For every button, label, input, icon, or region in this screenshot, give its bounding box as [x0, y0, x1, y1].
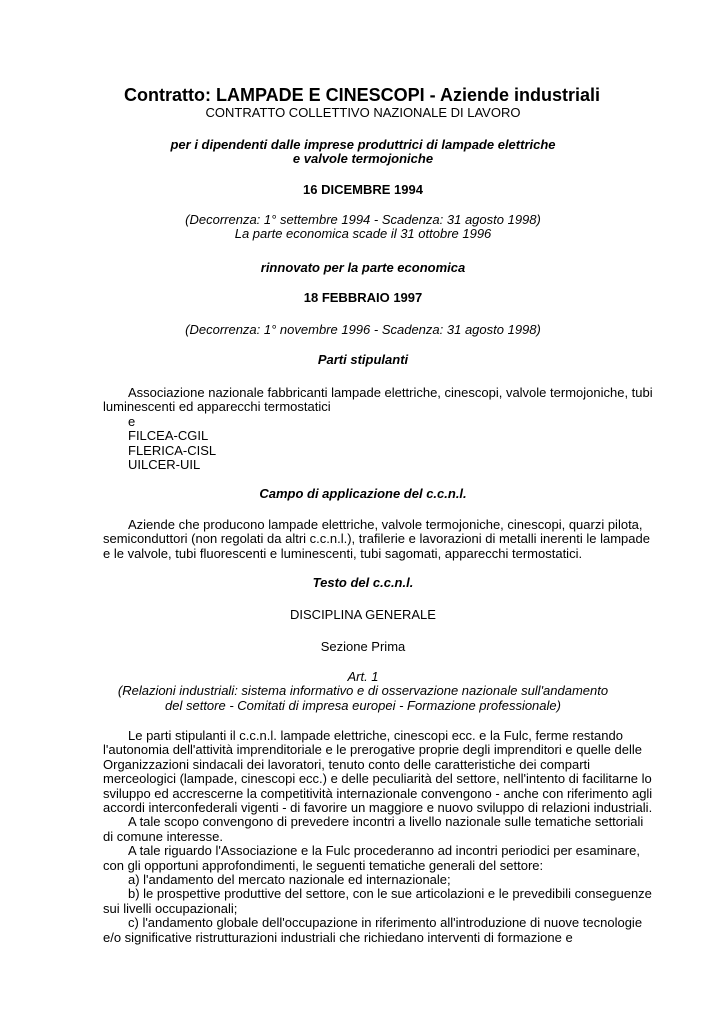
text-line: merceologici (lampade, cinescopi ecc.) e delle peculiarità del settore, nell'intento di facilitarne lo: [103, 771, 652, 787]
text-line: FILCEA-CGIL: [128, 428, 209, 444]
contract-date: 16 DICEMBRE 1994: [303, 182, 423, 197]
text-line: semiconduttori (non regolati da altri c.c.n.l.), trafilerie e lavorazioni di metalli inerenti le lampade: [103, 531, 650, 547]
article-number: Art. 1: [347, 669, 379, 684]
text-line: a) l'andamento del mercato nazionale ed internazionale;: [128, 872, 451, 888]
text-line: (Decorrenza: 1° settembre 1994 - Scadenza: 31 agosto 1998): [185, 212, 541, 227]
text-line: con gli opportuni approfondimenti, le seguenti tematiche generali del settore:: [103, 857, 544, 873]
text-line: di comune interesse.: [103, 828, 223, 844]
renewal-validity: (Decorrenza: 1° novembre 1996 - Scadenza: 31 agosto 1998): [185, 322, 541, 337]
text-line: UILCER-UIL: [128, 457, 201, 473]
text-line: l'autonomia dell'attività imprenditoriale e le prerogative proprie degli imprenditori e quelle delle: [103, 742, 642, 758]
article-title-line: (Relazioni industriali: sistema informativo e di osservazione nazionale sull'andamento: [117, 683, 609, 699]
text-line: sui livelli occupazionali;: [103, 900, 238, 916]
document-title: Contratto: LAMPADE E CINESCOPI - Aziende industriali: [123, 85, 600, 105]
text-line: e valvole termojoniche: [292, 151, 434, 167]
parties-list: [103, 385, 653, 473]
parties-heading: Parti stipulanti: [317, 352, 409, 367]
document-subtitle: CONTRATTO COLLETTIVO NAZIONALE DI LAVORO: [205, 105, 521, 120]
text-line: e le valvole, tubi fluorescenti e luminescenti, tubi sagomati, apparecchi termostatici.: [103, 545, 583, 561]
validity-period: [103, 213, 623, 242]
section-heading: Sezione Prima: [320, 639, 406, 654]
text-line: per i dipendenti dalle imprese produttrici di lampade elettriche: [170, 137, 556, 152]
article-title-line: del settore - Comitati di impresa europei - Formazione professionale): [165, 697, 561, 713]
text-line: e/o significative ristrutturazioni industriali che richiedano interventi di formazione e: [103, 929, 573, 945]
text-line: e: [128, 413, 136, 429]
scope-heading: Campo di applicazione del c.c.n.l.: [259, 486, 467, 501]
renewal-note: rinnovato per la parte economica: [260, 260, 466, 275]
renewal-date: 18 FEBBRAIO 1997: [303, 290, 423, 305]
scope-paragraph: [103, 517, 650, 561]
text-line: luminescenti ed apparecchi termostatici: [103, 399, 331, 415]
text-line: b) le prospettive produttive del settore, con le sue articolazioni e le prevedibili conseguenze: [128, 886, 652, 902]
text-line: sviluppo ed accrescerne la competitività internazionale convengono - anche con riferimento agli: [103, 785, 653, 801]
text-line: Aziende che producono lampade elettriche, valvole termojoniche, cinescopi, quarzi pilota,: [128, 517, 643, 532]
workers-description: [103, 138, 623, 167]
text-line: La parte economica scade il 31 ottobre 1996: [234, 226, 492, 242]
discipline-heading: DISCIPLINA GENERALE: [290, 607, 436, 622]
text-line: Le parti stipulanti il c.c.n.l. lampade elettriche, cinescopi ecc. e la Fulc, ferme restando: [128, 728, 623, 743]
text-line: FLERICA-CISL: [128, 442, 217, 458]
text-line: Associazione nazionale fabbricanti lampade elettriche, cinescopi, valvole termojoniche, tubi: [128, 385, 653, 400]
text-line: accordi interconfederali vigenti - di favorire un maggiore e nuovo sviluppo di relazioni industriali.: [103, 800, 653, 816]
text-line: A tale riguardo l'Associazione e la Fulc procederanno ad incontri periodici per esaminare,: [128, 843, 640, 859]
text-line: Organizzazioni sindacali dei lavoratori, tenuto conto delle caratteristiche dei comparti: [103, 756, 591, 772]
text-line: c) l'andamento globale dell'occupazione in riferimento all'introduzione di nuove tecnologie: [128, 915, 643, 931]
article-heading: [103, 670, 623, 713]
article-body: [103, 728, 653, 945]
text-line: A tale scopo convengono di prevedere incontri a livello nazionale sulle tematiche settoriali: [128, 814, 644, 830]
text-heading: Testo del c.c.n.l.: [312, 575, 414, 590]
